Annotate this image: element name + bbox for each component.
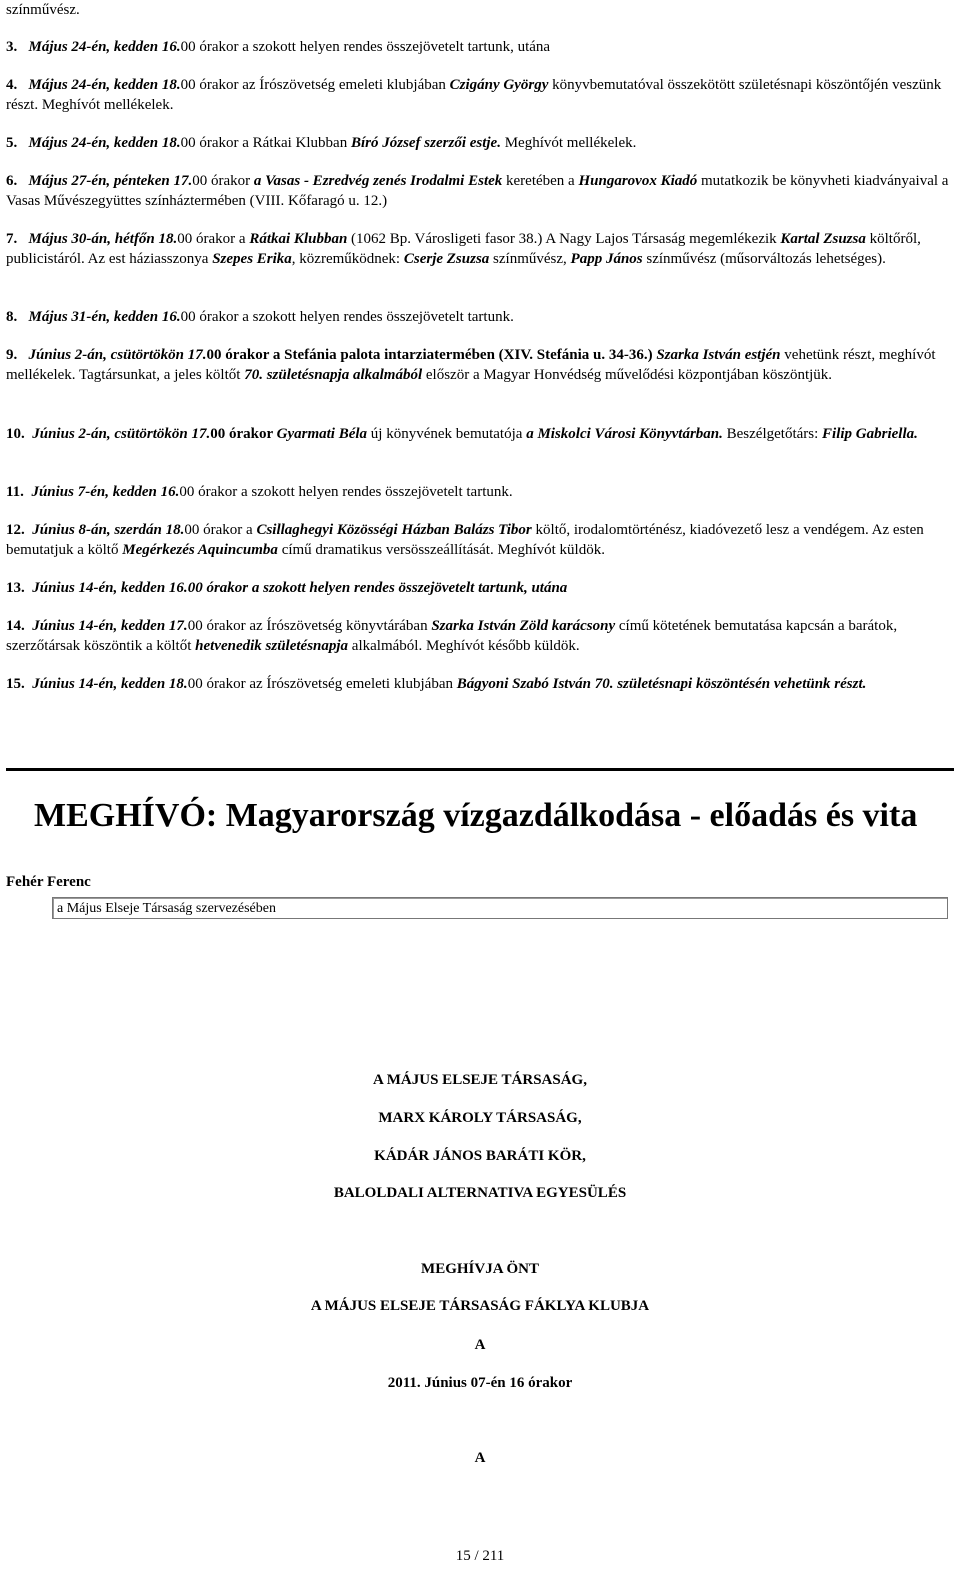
list-item-4: 4. Május 24-én, kedden 18.00 órakor az Írószövetség emeleti klubjában Czigány György könyvbemutatóval összekötött születésnapi köszöntőjén veszünk részt. Meghívót mellékelek. (6, 77, 942, 113)
list-item-9: 9. Június 2-án, csütörtökön 17.00 órakor a Stefánia palota intarziatermében (XIV. Stefánia u. 34-36.) Szarka István estjén vehetünk részt, meghívót mellékelek. Tagtársunkat, a jeles költőt 70. születésnapja alkalmából először a Magyar Honvédség művelődési központjában köszöntjük. (6, 347, 936, 383)
section-divider (6, 768, 954, 771)
author-name: Fehér Ferenc (6, 874, 91, 890)
center-line: A (474, 1337, 486, 1353)
item-date: Május 24-én, kedden 16. (28, 39, 181, 55)
list-item-6: 6. Május 27-én, pénteken 17.00 órakor a Vasas - Ezredvég zenés Irodalmi Estek keretében a Hungarovox Kiadó mutatkozik be könyvheti kiadványaival a Vasas Művészegyüttes színháztermében (VIII. Kőfaragó u. 12.) (6, 173, 949, 209)
list-item-12: 12. Június 8-án, szerdán 18.00 órakor a Csillaghegyi Közösségi Házban Balázs Tibor költő, irodalomtörténész, kiadóvezető lesz a vendégem. Az esten bemutatjuk a költő Megérkezés Aquincumba című dramatikus versösszeállítását. Meghívót küldök. (6, 522, 924, 558)
item-text: 00 órakor a szokott helyen rendes összejövetelt tartunk, utána (180, 39, 551, 55)
list-item-5: 5. Május 24-én, kedden 18.00 órakor a Rátkai Klubban Bíró József szerzői estje. Meghívót mellékelek. (6, 135, 637, 151)
list-item-14: 14. Június 14-én, kedden 17.00 órakor az Írószövetség könyvtárában Szarka István Zöld karácsony című kötetének bemutatása kapcsán a barátok, szerzőtársak köszöntik a költőt hetvenedik születésnapja alkalmából. Meghívót később küldök. (6, 618, 898, 654)
list-item-10: 10. Június 2-án, csütörtökön 17.00 órakor Gyarmati Béla új könyvének bemutatója a Miskolci Városi Könyvtárban. Beszélgetőtárs: Filip Gabriella. (6, 426, 918, 442)
organizer-box: a Május Elseje Társaság szervezésében (52, 897, 948, 919)
center-line: BALOLDALI ALTERNATIVA EGYESÜLÉS (333, 1185, 627, 1201)
list-item-13: 13. Június 14-én, kedden 16.00 órakor a szokott helyen rendes összejövetelt tartunk, utána (6, 580, 568, 596)
list-item-7: 7. Május 30-án, hétfőn 18.00 órakor a Rátkai Klubban (1062 Bp. Városligeti fasor 38.) A Nagy Lajos Társaság megemlékezik Kartal Zsuzsa költőről, publicistáról. Az est háziasszonya Szepes Erika, közreműködnek: Cserje Zsuzsa színművész, Papp János színművész (műsorváltozás lehetséges). (6, 231, 921, 267)
text-fragment: színművész. (6, 2, 80, 18)
list-item-15: 15. Június 14-én, kedden 18.00 órakor az Írószövetség emeleti klubjában Bágyoni Szabó István 70. születésnapi köszöntésén vehetünk részt. (6, 676, 867, 692)
list-item-11: 11. Június 7-én, kedden 16.00 órakor a szokott helyen rendes összejövetelt tartunk. (6, 484, 513, 500)
list-item-8: 8. Május 31-én, kedden 16.00 órakor a szokott helyen rendes összejövetelt tartunk. (6, 309, 514, 325)
center-line: MARX KÁROLY TÁRSASÁG, (378, 1110, 582, 1126)
invite-title: MEGHÍVÓ: Magyarország vízgazdálkodása - előadás és vita (34, 797, 918, 834)
center-line: A MÁJUS ELSEJE TÁRSASÁG FÁKLYA KLUBJA (310, 1298, 650, 1314)
center-line: A (474, 1450, 486, 1466)
item-number: 3. (6, 39, 18, 55)
center-line: MEGHÍVJA ÖNT (421, 1261, 539, 1277)
center-line: 2011. Június 07-én 16 órakor (387, 1375, 573, 1391)
center-line: KÁDÁR JÁNOS BARÁTI KÖR, (374, 1148, 586, 1164)
list-item-3 (6, 37, 954, 57)
center-line: A MÁJUS ELSEJE TÁRSASÁG, (373, 1072, 587, 1088)
page-number: 15 / 211 (455, 1548, 505, 1564)
